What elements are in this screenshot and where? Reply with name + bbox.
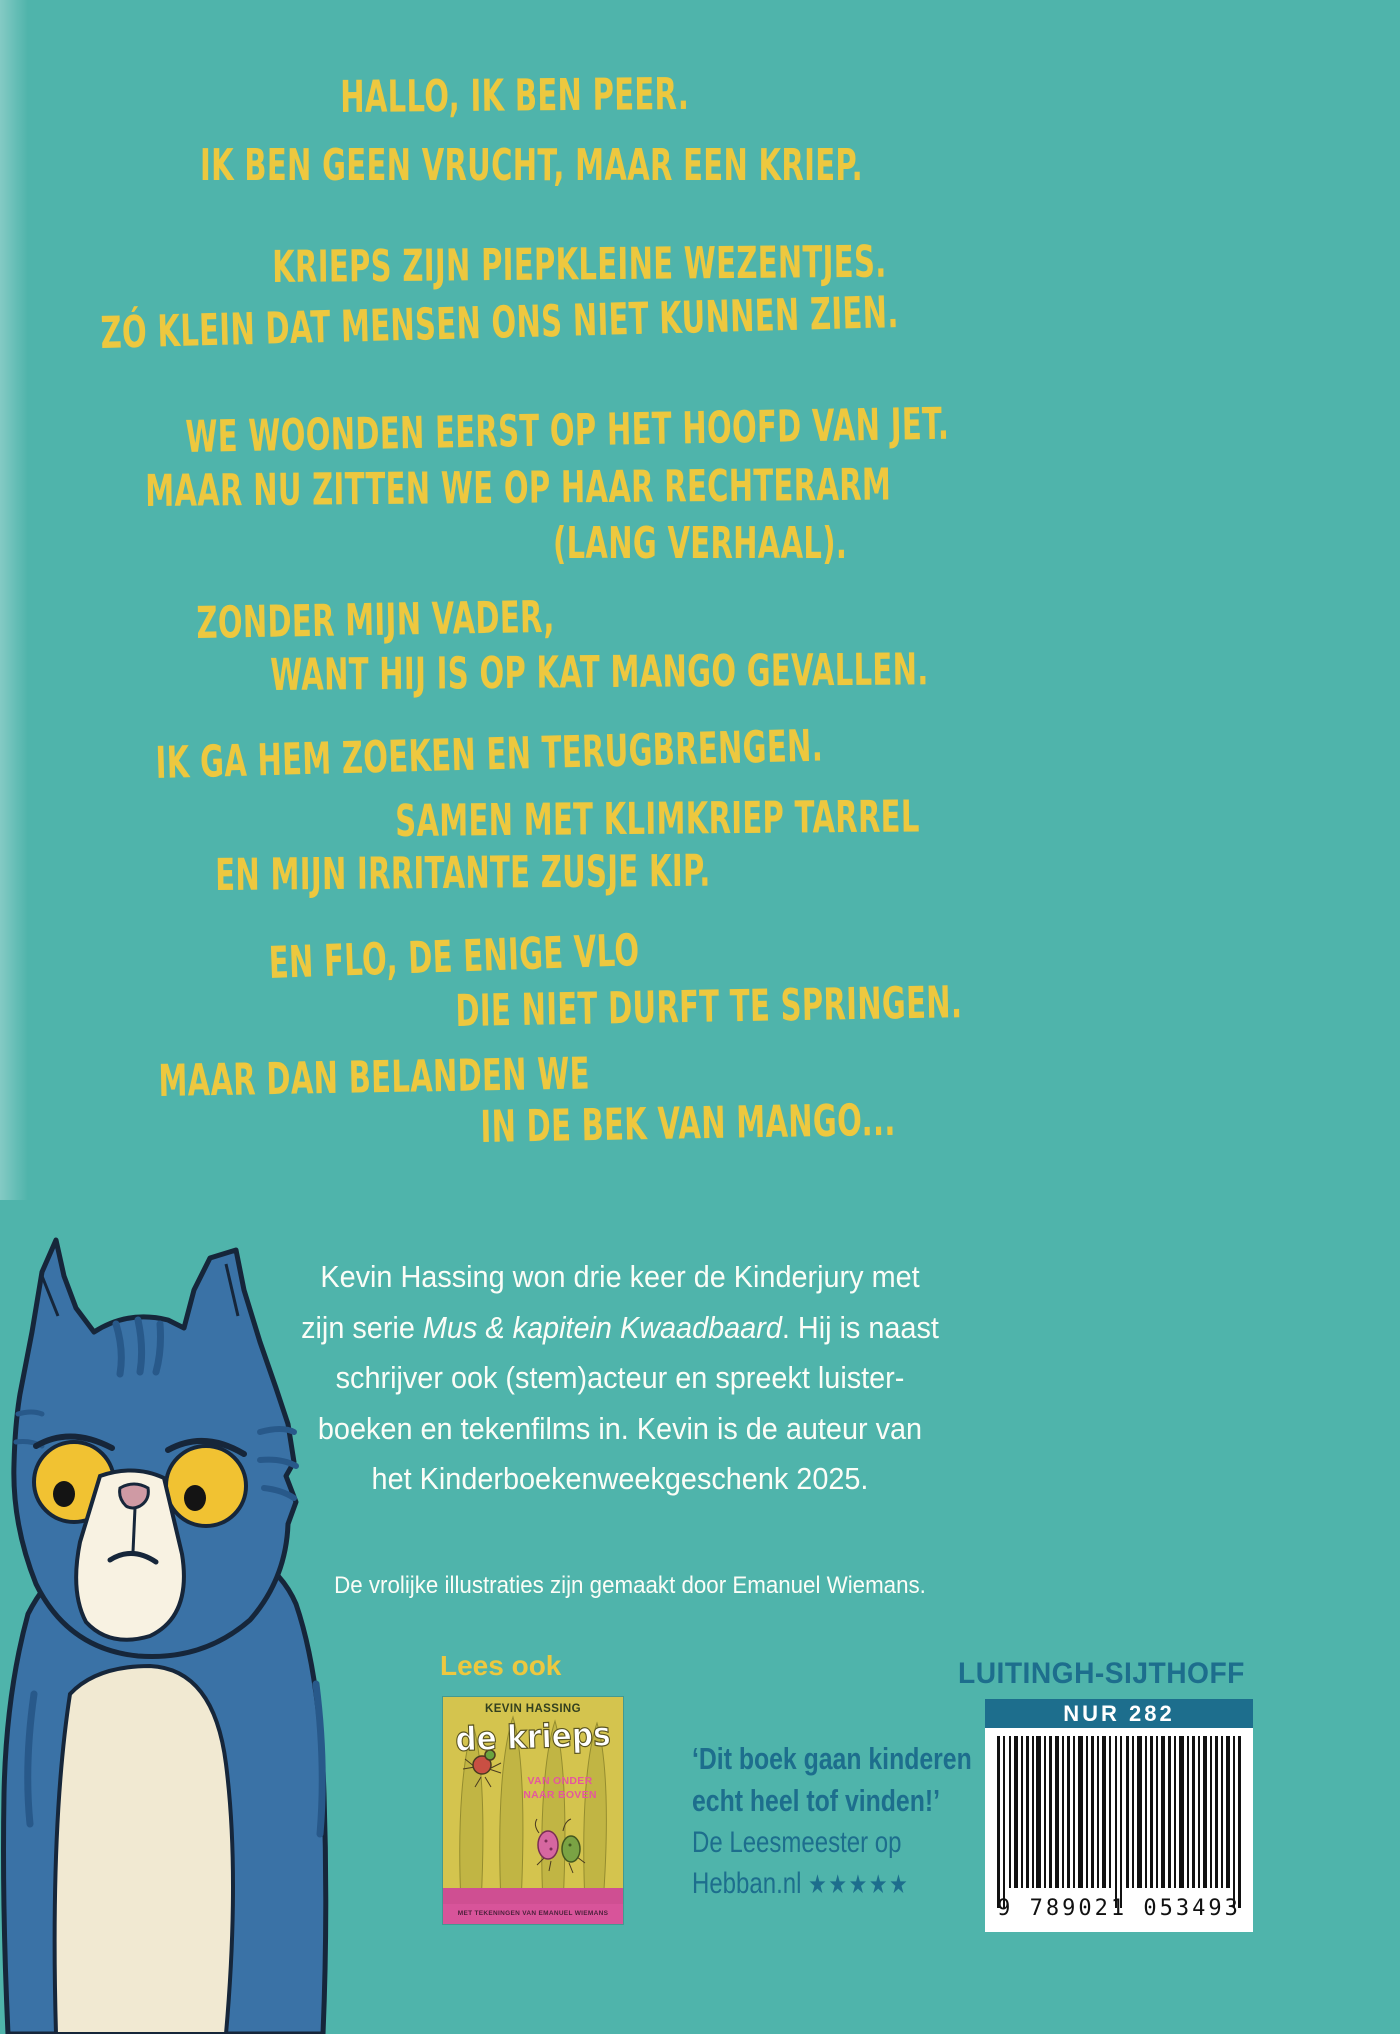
blurb-line: (LANG VERHAAL). [553,518,848,569]
thumb-credit-band: MET TEKENINGEN VAN EMANUEL WIEMANS [443,1904,623,1924]
blurb-line: WE WOONDEN EERST OP HET HOOFD VAN JET. [185,398,950,463]
bio-line: Kevin Hassing won drie keer de Kinderjury met [320,1259,920,1294]
thumb-subtitle: NAAR BOVEN [523,1789,597,1801]
thumb-ground [443,1888,623,1904]
author-bio [285,1252,955,1505]
publisher-name: LUITINGH-SIJTHOFF [958,1657,1245,1690]
quote-source: Hebban.nl ★★★★★ [692,1867,910,1900]
blurb-line: ZÓ KLEIN DAT MENSEN ONS NIET KUNNEN ZIEN. [100,287,900,359]
blurb-line: KRIEPS ZIJN PIEPKLEINE WEZENTJES. [272,236,887,293]
blurb-line: WANT HIJ IS OP KAT MANGO GEVALLEN. [270,644,929,701]
bio-line: schrijver ook (stem)acteur en spreekt luister- [335,1360,905,1395]
blurb-line: EN MIJN IRRITANTE ZUSJE KIP. [215,845,711,901]
blurb-line: DIE NIET DURFT TE SPRINGEN. [455,977,963,1037]
quote-line: ‘Dit boek gaan kinderen [692,1741,972,1776]
blurb-line: IK BEN GEEN VRUCHT, MAAR EEN KRIEP. [200,140,864,191]
blurb-line: ZONDER MIJN VADER, [196,591,556,649]
book-thumbnail [443,1697,623,1924]
bio-line: boeken en tekenfilms in. Kevin is de auteur van [317,1410,923,1446]
barcode-bars [997,1736,1241,1916]
thumb-title: de krieps [454,1714,612,1759]
bio-line: het Kinderboekenweekgeschenk 2025. [371,1461,869,1496]
thumb-subtitle: VAN ONDER [527,1775,593,1787]
series-title-italic: Mus & kapitein Kwaadbaard [422,1309,782,1345]
star-rating: ★★★★★ [808,1869,910,1899]
blurb-line: IK GA HEM ZOEKEN EN TERUGBRENGEN. [155,720,824,789]
quote-source: De Leesmeester op [692,1826,902,1859]
blurb-line: MAAR DAN BELANDEN WE [158,1048,591,1107]
blurb-line: MAAR NU ZITTEN WE OP HAAR RECHTERARM [145,459,892,517]
quote-line: echt heel tof vinden!’ [692,1783,941,1818]
bio-line: zijn serie Mus & kapitein Kwaadbaard. Hij is naast [301,1309,939,1345]
blurb-line: EN FLO, DE ENIGE VLO [268,925,641,989]
barcode-number: 9 789021 053493 [997,1896,1241,1921]
thumb-author: KEVIN HASSING [485,1703,581,1715]
blurb-line: HALLO, IK BEN PEER. [340,68,690,123]
cat-illustration [0,1224,333,2034]
nur-badge: NUR 282 [985,1699,1253,1728]
lees-ook-label: Lees ook [440,1650,562,1681]
illustrator-credit: De vrolijke illustraties zijn gemaakt door Emanuel Wiemans. [334,1572,926,1599]
review-quote [692,1738,972,1905]
blurb-line: SAMEN MET KLIMKRIEP TARREL [395,791,920,847]
cover-edge-highlight [0,0,28,1200]
blurb-line: IN DE BEK VAN MANGO... [480,1094,896,1153]
barcode [985,1728,1253,1932]
